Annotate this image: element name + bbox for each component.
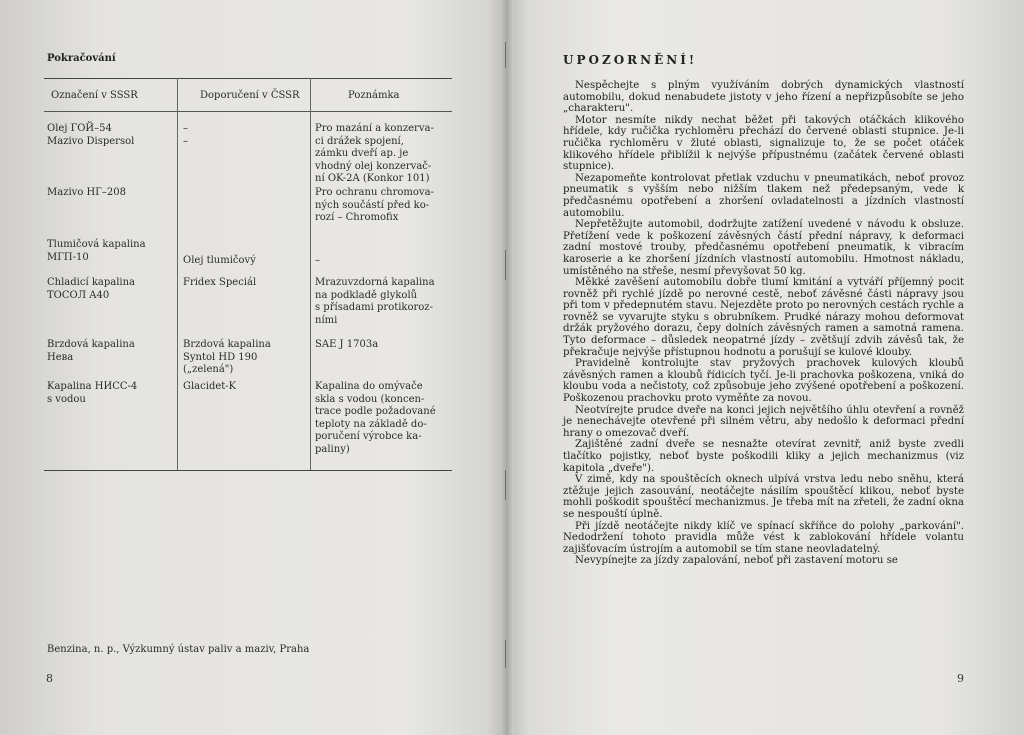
column-divider [177, 78, 178, 470]
table-cell: Chladicí kapalina TOCOЛ A40 [47, 277, 136, 301]
table-cell: Brzdová kapalina Нева [47, 339, 135, 363]
table-header [44, 78, 452, 112]
page-number-left: 8 [46, 672, 53, 685]
left-page [0, 0, 508, 735]
paragraph: Při jízdě neotáčejte nikdy klíč ve spínací skříňce do polohy „parkování". Nedodržení tohoto pravidla může vést k zablokování hřídele volantu zajišťovacím ústrojím a automobil se tím stane neovladatelný. [563, 520, 964, 555]
paragraph: Pravidelně kontrolujte stav pryžových prachovek kulových kloubů závěsných ramen a kloubů řídicích tyčí. Je-li prachovka poškozena, vniká do kloubu voda a nečistoty, což způsobuje jeho zvýšené opotřebení a poškození. Poškozenou prachovku proto vyměňte za novou. [563, 358, 964, 405]
table-cell: Mrazuvzdorná kapalina na podkladě glykolů s přísadami protikoroz- ními [315, 277, 435, 326]
table-cell: Tlumičová kapalina МГП-10 [47, 239, 146, 263]
table-cell: Fridex Speciál [183, 277, 257, 288]
paragraph: Neotvírejte prudce dveře na konci jejich největšího úhlu otevření a rovněž je nenechávejte otevřené při silném větru, aby nedošlo k deformaci přední hrany o omezovač dveří. [563, 404, 964, 439]
table-cell: Pro mazání a konzerva- ci drážek spojení, zámku dveří ap. je vhodný olej konzervač- ní OK-2A (Konkor 101) [315, 123, 434, 184]
binding-stitch [505, 250, 512, 280]
paragraph: Nezapomeňte kontrolovat přetlak vzduchu v pneumatikách, neboť provoz pneumatik s vyšším nebo nižším tlakem než předepsaným, vede k předčasnému opotřebení a zhoršení ovladatelnosti a jízdních vlastností automobilu. [563, 172, 964, 219]
book-spine [500, 0, 514, 735]
warning-title: UPOZORNĚNÍ! [563, 53, 698, 67]
paragraph: Nevypínejte za jízdy zapalování, neboť při zastavení motoru se [575, 555, 898, 567]
table-cell: Glacidet-K [183, 381, 237, 392]
paragraph: Nepřetěžujte automobil, dodržujte zatížení uvedené v návodu k obsluze. Přetížení vede k poškození závěsných částí přední nápravy, k deformaci zadní mostové trouby, předčasnému opotřebení pneumatik, k vibracím karoserie a ke zhoršení jízdních vlastností automobilu. Hmotnost nákladu, umístěného na střeše, nesmí převyšovat 50 kg. [563, 219, 964, 277]
table-bottom-rule [44, 470, 452, 471]
table-cell: Mazivo НГ–208 [47, 187, 126, 198]
header-note: Poznámka [348, 90, 400, 101]
table-cell: Olej ГОЙ–54 Mazivo Dispersol [47, 123, 135, 147]
page-number-right: 9 [957, 672, 964, 685]
binding-stitch [505, 42, 512, 68]
running-head: Pokračování [47, 53, 116, 64]
paragraph: Nespěchejte s plným využíváním dobrých dynamických vlastností automobilu, dokud nenabudete jistoty v jeho řízení a nepřizpůsobíte se jeho „charakteru". [563, 80, 964, 115]
table-cell: Kapalina do omývače skla s vodou (koncen- trace podle požadované teploty na základě do- poručení výrobce ka- paliny) [315, 381, 436, 455]
publisher-note: Benzina, n. p., Výzkumný ústav paliv a maziv, Praha [47, 644, 310, 655]
header-cssr: Doporučení v ČSSR [200, 90, 300, 101]
warning-body [563, 80, 964, 567]
binding-stitch [505, 640, 512, 668]
paragraph: Zajištěné zadní dveře se nesnažte otevírat zevnitř, aniž byste zvedli tlačítko pojistky, neboť byste poškodili kliky a jejich mechanizmus (viz kapitola „dveře"). [563, 439, 964, 474]
table-cell: Kapalina НИСС-4 s vodou [47, 381, 138, 405]
paragraph: Motor nesmíte nikdy nechat běžet při takových otáčkách klikového hřídele, kdy ručička rychloměru přechází do červené oblasti stupnice. Je-li ručička rychloměru v žluté oblasti, signalizuje to, že se počet otáček klikového hřídele přiblížil k nejvýše přípustnému (začátek červené oblasti stupnice). [563, 114, 964, 173]
binding-stitch [505, 470, 512, 500]
paragraph: V zimě, kdy na spouštěcích oknech ulpívá vrstva ledu nebo sněhu, která ztěžuje jejich zasouvání, neotáčejte násilím spouštěcí klikou, neboť byste mohli poškodit spouštěcí mechanizmus. Je třeba mít na zřeteli, že zadní okna se nespouští úplně. [563, 474, 964, 520]
column-divider [310, 78, 311, 470]
header-ussr: Označení v SSSR [51, 90, 138, 101]
table-cell: – – [183, 123, 188, 147]
table-cell: SAE J 1703a [315, 339, 379, 350]
paragraph: Měkké zavěšení automobilu dobře tlumí kmitání a vytváří příjemný pocit rovněž při rychlé jízdě po nerovné cestě, neboť závěsné části nápravy jsou při tom v předepnutém stavu. Nejezděte proto po nerovných cestách rychle a rovněž se vyvarujte styku s obrubníkem. Prudké nárazy mohou deformovat držák pryžového dorazu, čepy dolních závěsných ramen a samotná ramena. Tyto deformace – důsledek neopatrné jízdy – zvětšují zdvih závěsů tak, že překračuje nejvýše přístupnou hodnotu a porušují se kulové klouby. [563, 277, 964, 358]
table-cell: – [315, 255, 320, 266]
table-cell: Brzdová kapalina Syntol HD 190 („zelená") [183, 339, 271, 375]
table-cell: Pro ochranu chromova- ných součástí před ko- rozí – Chromofix [315, 187, 434, 223]
table-cell: Olej tlumičový [183, 255, 256, 266]
